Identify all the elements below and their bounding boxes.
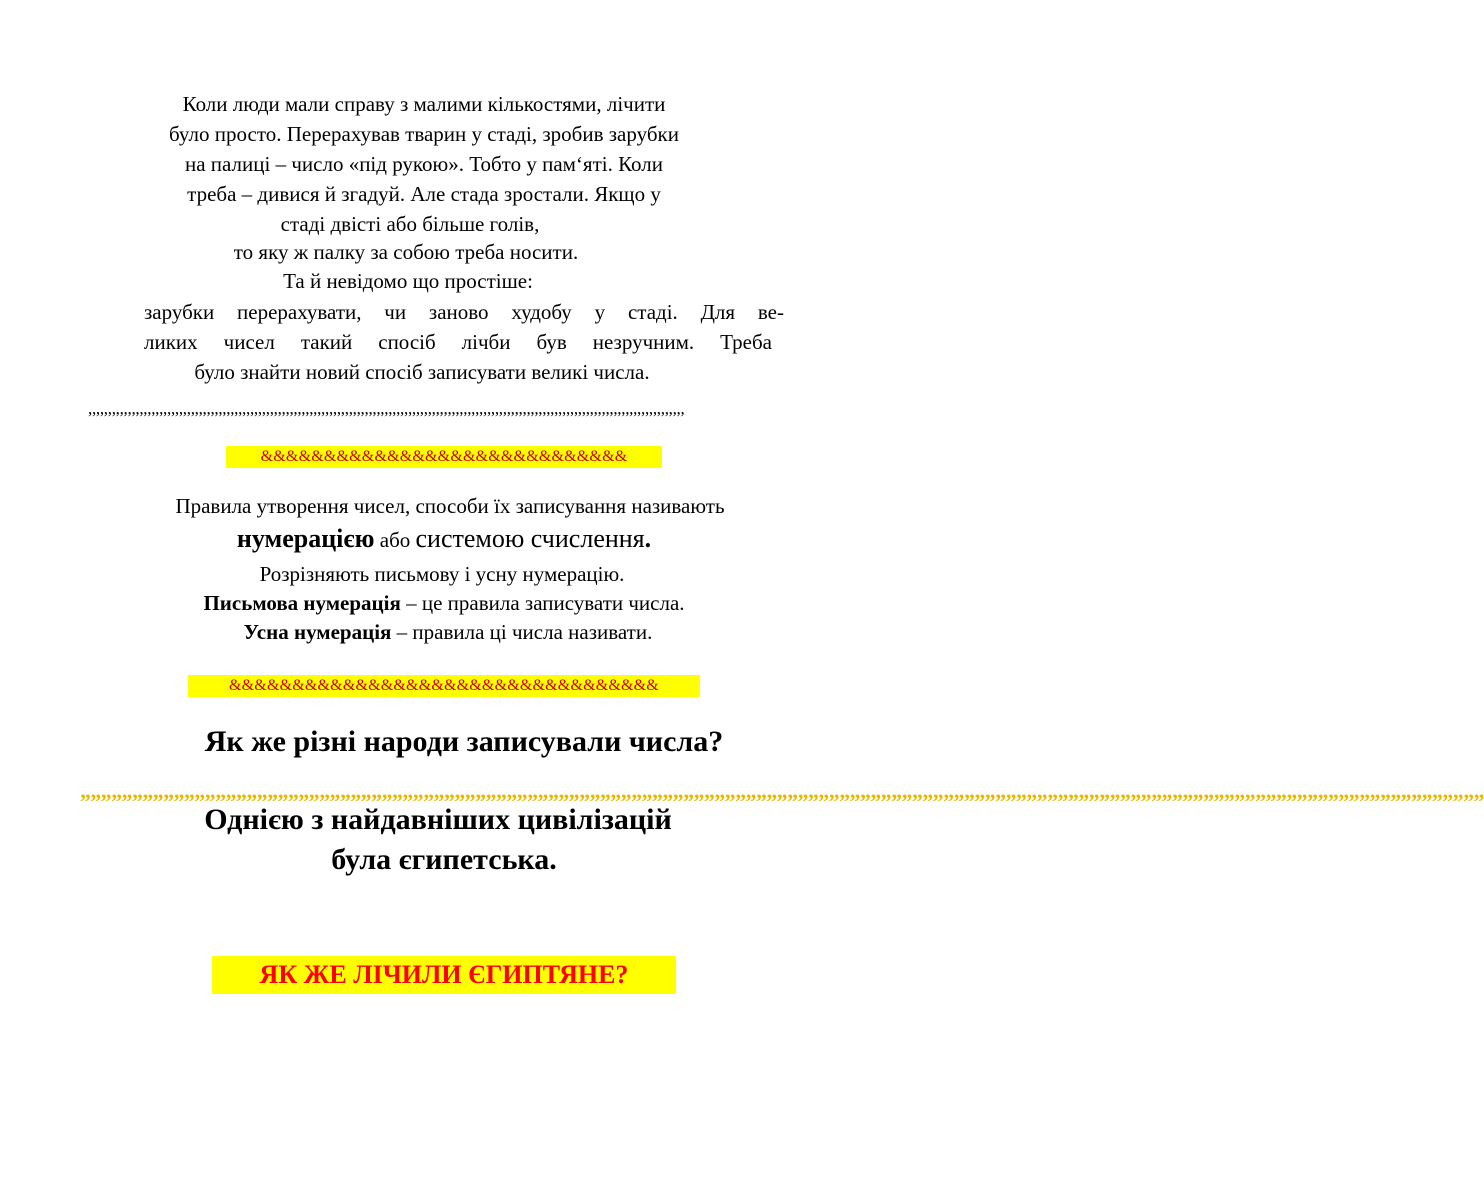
intro-line-5: стаді двісті або більше голів, (280, 212, 540, 236)
term-number-system-end: . (644, 524, 652, 553)
egypt-statement-line-1: Однією з найдавніших цивілізацій (204, 803, 672, 836)
oral-numeration-def: – правила ці числа називати. (391, 620, 653, 644)
oral-numeration-term: Усна нумерація (243, 620, 392, 644)
egypt-statement-line-2: була єгипетська. (331, 843, 557, 876)
term-numeration: нумерацією (236, 524, 375, 553)
intro-line-9: ликих чисел такий спосіб лічби був незручним. Треба (144, 330, 772, 354)
intro-line-4: треба – дивися й згадуй. Але стада зростали. Якщо у (187, 182, 661, 206)
comma-separator: ,,,,,,,,,,,,,,,,,,,,,,,,,,,,,,,,,,,,,,,,,,,,,,,,,,,,,,,,,,,,,,,,,,,,,,,,,,,,,,,,,,,,,,,,,,,,,,,,,,,,,,,,,,,,,,,,,,,,,,,,,,,,,,,,,,,,,,,,,,,,,,,,,,,,,,, (88, 399, 685, 418)
term-number-system: системою счислення (415, 524, 645, 553)
intro-line-1: Коли люди мали справу з малими кількостями, лічити (182, 92, 666, 116)
egypt-question-highlight: ЯК ЖЕ ЛІЧИЛИ ЄГИПТЯНЕ? (212, 956, 676, 994)
numeration-line-2 (20, 524, 868, 556)
quote-separator: „„„„„„„„„„„„„„„„„„„„„„„„„„„„„„„„„„„„„„„„„„„„„„„„„„„„„„„„„„„„„„„„„„„„„„„„„„„„„„„„„„„„„„„„„„„„„„„„„„„„„„„„„„„„„„„„„„„„„„„„„„„„„„„„„„„„„„„ (80, 778, 1484, 803)
intro-line-8: зарубки перерахувати, чи заново худобу у стаді. Для ве- (144, 300, 784, 324)
question-heading: Як же різні народи записували числа? (204, 725, 724, 758)
written-numeration-def: – це правила записувати числа. (400, 591, 685, 615)
intro-line-10: було знайти новий спосіб записувати великі числа. (194, 360, 650, 384)
intro-line-2: було просто. Перерахував тварин у стаді, зробив зарубки (169, 122, 679, 146)
intro-line-6: то яку ж палку за собою треба носити. (233, 240, 579, 264)
written-numeration-term: Письмова нумерація (203, 591, 401, 615)
or-word: або (374, 528, 416, 552)
intro-line-3: на палиці – число «під рукою». Тобто у пам‘яті. Коли (185, 152, 663, 176)
numeration-line-3: Розрізняють письмову і усну нумерацію. (259, 562, 625, 586)
ampersand-band-1: &&&&&&&&&&&&&&&&&&&&&&&&&&&&& (226, 446, 662, 468)
ampersand-band-2: &&&&&&&&&&&&&&&&&&&&&&&&&&&&&&&&&& (188, 675, 700, 697)
intro-line-7: Та й невідомо що простіше: (283, 269, 533, 293)
numeration-line-1: Правила утворення чисел, способи їх записування називають (175, 494, 725, 518)
numeration-line-4 (20, 591, 868, 615)
numeration-line-5 (24, 620, 872, 644)
